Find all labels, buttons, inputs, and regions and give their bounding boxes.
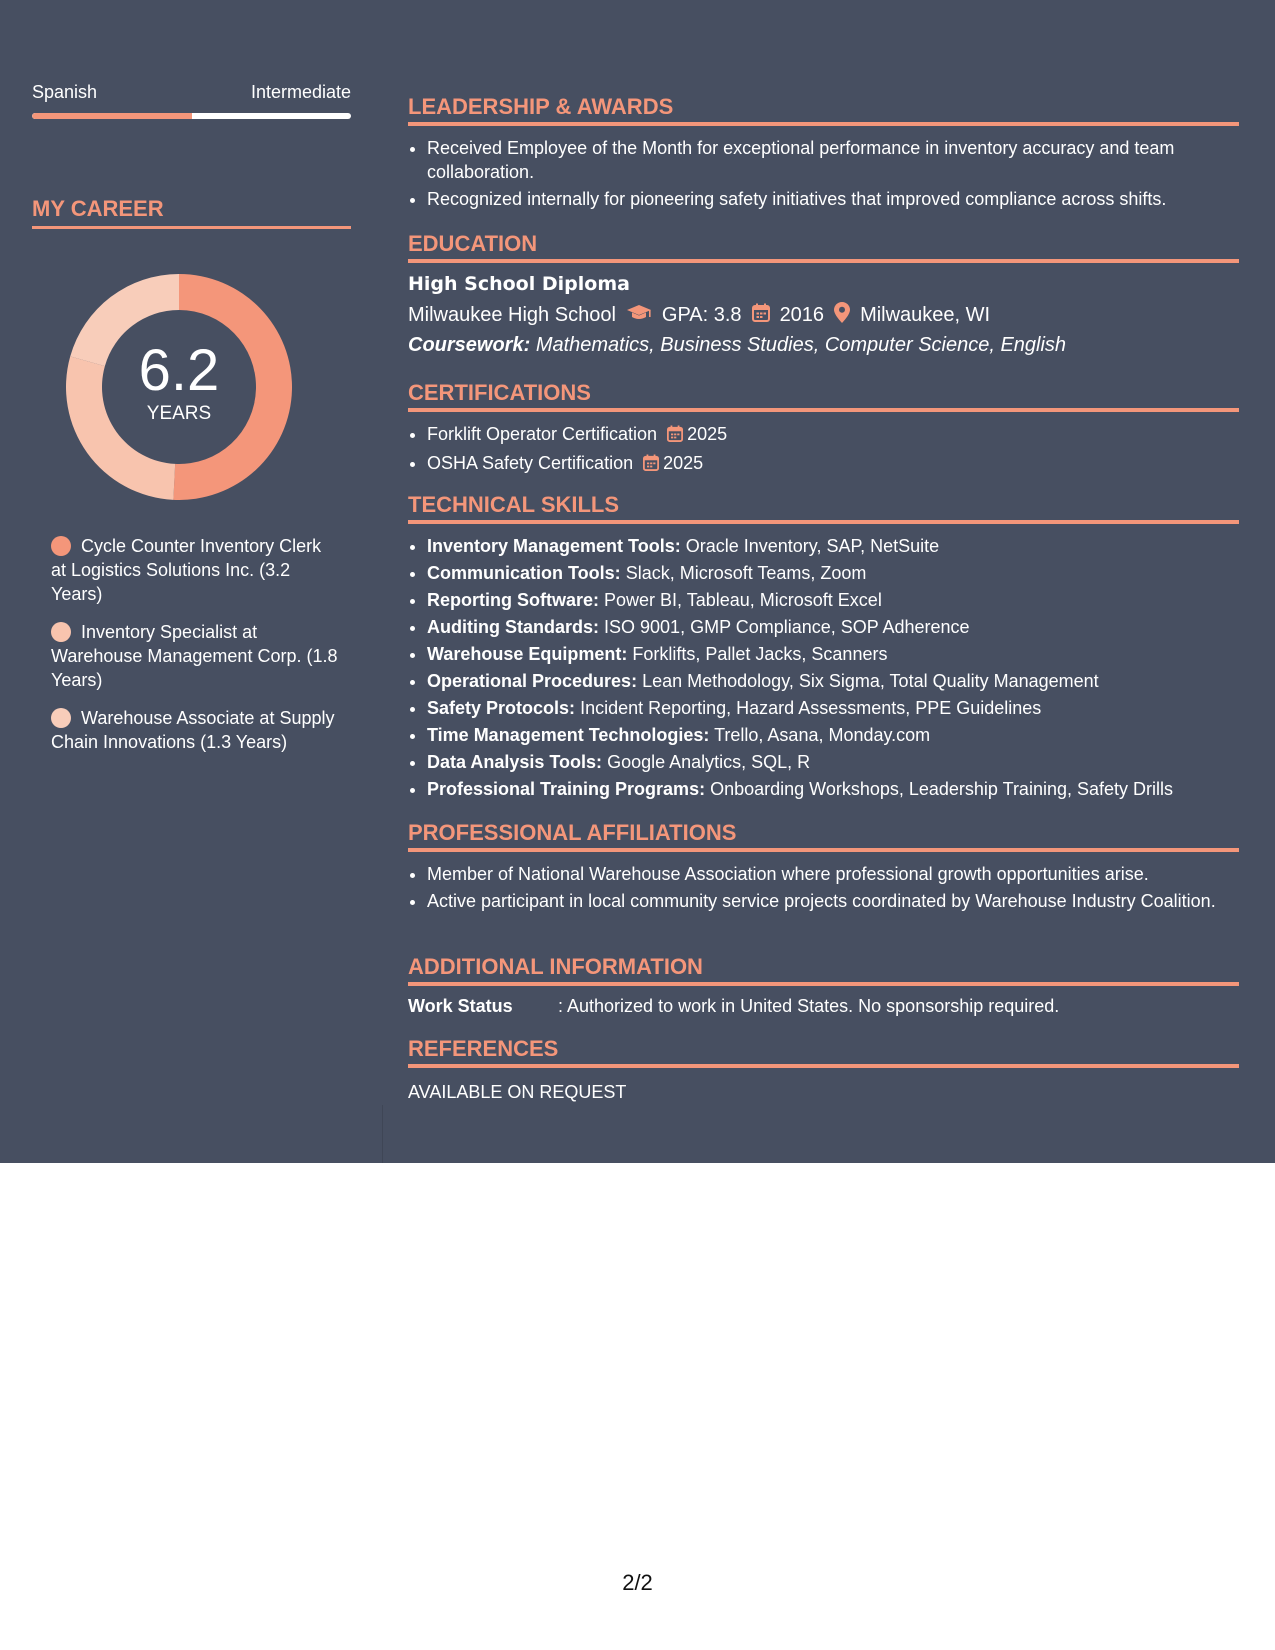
language-name: Spanish — [32, 82, 98, 102]
skill-label: Reporting Software: — [427, 590, 600, 610]
skill-item — [427, 750, 1239, 774]
skill-value: Oracle Inventory, SAP, NetSuite — [685, 536, 940, 556]
certification-name: OSHA Safety Certification — [427, 453, 634, 473]
language-row — [32, 82, 351, 103]
skill-item — [427, 642, 1239, 666]
legend-dot-icon — [51, 536, 71, 556]
skills-heading: TECHNICAL SKILLS — [408, 492, 1239, 524]
skill-item — [427, 561, 1239, 585]
skills-list — [408, 534, 1239, 804]
skill-item — [427, 696, 1239, 720]
leadership-heading: LEADERSHIP & AWARDS — [408, 94, 1239, 126]
additional-info-heading: ADDITIONAL INFORMATION — [408, 954, 1239, 986]
education-heading: EDUCATION — [408, 231, 1239, 263]
language-proficiency-fill — [32, 113, 192, 119]
certifications-list — [408, 422, 1239, 480]
skill-label: Operational Procedures: — [427, 671, 638, 691]
gpa-value: GPA: 3.8 — [661, 304, 742, 326]
skill-value: Power BI, Tableau, Microsoft Excel — [604, 590, 882, 610]
coursework-label: Coursework: — [408, 334, 531, 356]
skill-label: Warehouse Equipment: — [427, 644, 628, 664]
career-legend-text: Cycle Counter Inventory Clerk at Logistics Solutions Inc. (3.2 Years) — [51, 536, 322, 604]
references-heading: REFERENCES — [408, 1036, 1239, 1068]
legend-dot-icon — [51, 708, 71, 728]
affiliations-heading: PROFESSIONAL AFFILIATIONS — [408, 820, 1239, 852]
certification-item — [427, 422, 1239, 448]
skill-item — [427, 777, 1239, 801]
career-total-unit: YEARS — [146, 403, 212, 424]
career-legend-item — [51, 706, 341, 754]
list-item: • Active participant in local community service projects coordinated by Warehouse Industry Coalition. — [427, 889, 1239, 913]
leadership-list — [408, 136, 1239, 214]
graduation-year: 2016 — [779, 304, 825, 326]
career-legend-item — [51, 534, 341, 606]
legend-dot-icon — [51, 622, 71, 642]
donut-center — [66, 274, 292, 500]
skill-label: Professional Training Programs: — [427, 779, 706, 799]
school-name: Milwaukee High School — [408, 304, 616, 326]
location-pin-icon — [834, 302, 850, 329]
certification-year: 2025 — [687, 424, 728, 444]
language-level: Intermediate — [250, 82, 351, 102]
work-status-label: Work Status — [408, 996, 513, 1016]
calendar-icon — [643, 453, 659, 477]
skill-label: Time Management Technologies: — [427, 725, 710, 745]
skill-item — [427, 669, 1239, 693]
skill-label: Inventory Management Tools: — [427, 536, 681, 556]
language-proficiency-bar — [32, 113, 351, 119]
skill-value: Slack, Microsoft Teams, Zoom — [625, 563, 867, 583]
skill-value: Forklifts, Pallet Jacks, Scanners — [632, 644, 888, 664]
skill-value: Google Analytics, SQL, R — [607, 752, 811, 772]
school-location: Milwaukee, WI — [860, 304, 991, 326]
list-item: • Received Employee of the Month for exceptional performance in inventory accuracy and team collaboration. — [427, 136, 1239, 184]
column-divider — [382, 1105, 383, 1163]
skill-label: Communication Tools: — [427, 563, 621, 583]
career-heading: MY CAREER — [32, 196, 351, 229]
page-number: 2/2 — [622, 1570, 653, 1595]
affiliations-list — [408, 862, 1239, 916]
skill-value: Lean Methodology, Six Sigma, Total Quality Management — [642, 671, 1099, 691]
skill-value: Trello, Asana, Monday.com — [714, 725, 931, 745]
work-status-row — [408, 996, 1059, 1017]
skill-item — [427, 588, 1239, 612]
career-legend — [51, 534, 341, 768]
education-details — [408, 302, 990, 329]
certification-item — [427, 451, 1239, 477]
certification-year: 2025 — [663, 453, 704, 473]
career-total-years: 6.2 — [138, 338, 220, 403]
skill-item — [427, 615, 1239, 639]
skill-value: Onboarding Workshops, Leadership Training, Safety Drills — [710, 779, 1173, 799]
skill-label: Safety Protocols: — [427, 698, 576, 718]
degree-title: High School Diploma — [408, 273, 630, 295]
career-donut-chart — [66, 274, 292, 500]
coursework — [408, 334, 1066, 357]
list-item: • Member of National Warehouse Association where professional growth opportunities arise. — [427, 862, 1239, 886]
skill-item — [427, 723, 1239, 747]
references-text: AVAILABLE ON REQUEST — [408, 1082, 627, 1102]
skill-value: ISO 9001, GMP Compliance, SOP Adherence — [604, 617, 970, 637]
skill-item — [427, 534, 1239, 558]
skill-value: Incident Reporting, Hazard Assessments, PPE Guidelines — [580, 698, 1042, 718]
skill-label: Auditing Standards: — [427, 617, 599, 637]
skill-label: Data Analysis Tools: — [427, 752, 603, 772]
calendar-icon — [667, 424, 683, 448]
career-legend-text: Warehouse Associate at Supply Chain Innovations (1.3 Years) — [51, 708, 335, 752]
career-legend-text: Inventory Specialist at Warehouse Management Corp. (1.8 Years) — [51, 622, 338, 690]
certification-name: Forklift Operator Certification — [427, 424, 658, 444]
list-item: • Recognized internally for pioneering safety initiatives that improved compliance across shifts. — [427, 187, 1239, 211]
career-legend-item — [51, 620, 341, 692]
work-status-value: : Authorized to work in United States. No sponsorship required. — [558, 996, 1060, 1016]
coursework-value: Mathematics, Business Studies, Computer Science, English — [535, 334, 1067, 356]
certifications-heading: CERTIFICATIONS — [408, 380, 1239, 412]
graduation-cap-icon — [626, 304, 652, 328]
calendar-icon — [752, 303, 770, 328]
